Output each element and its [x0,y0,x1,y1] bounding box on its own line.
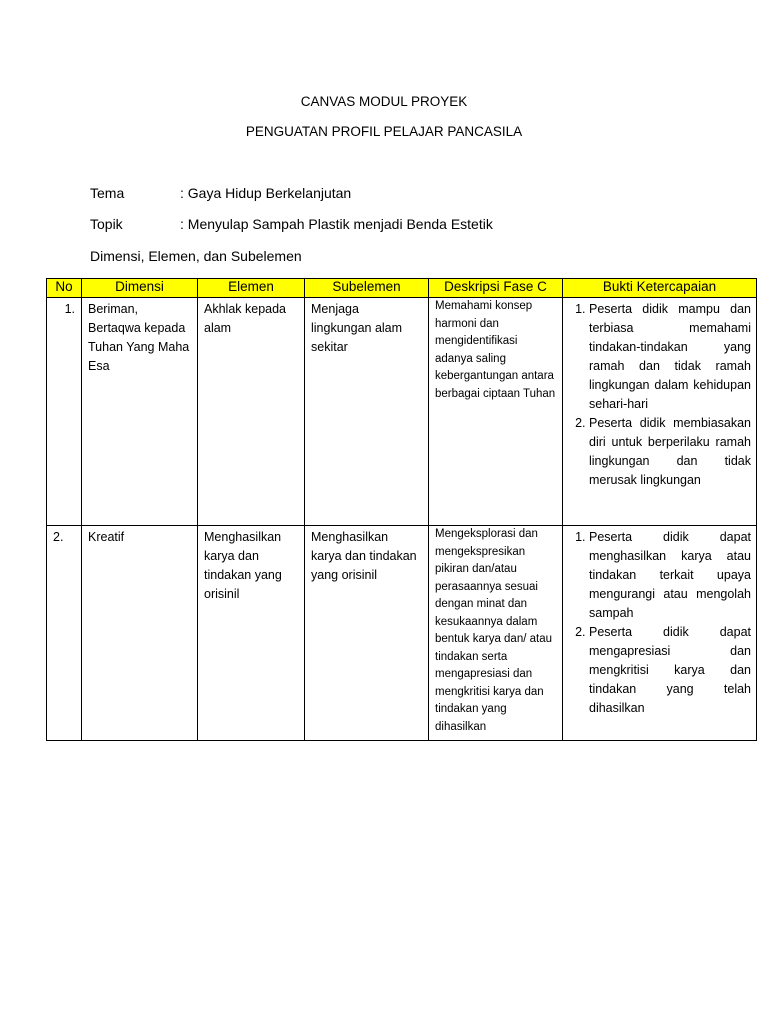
dimension-table [46,278,757,741]
tema-value: : Gaya Hidup Berkelanjutan [180,185,352,201]
cell-bukti [563,298,757,526]
bukti-list [567,300,751,490]
table-header-row [47,279,757,298]
list-item: 1. Peserta didik dapat menghasilkan karya atau tindakan terkait upaya mengurangi atau mengolah sampah [589,528,751,623]
header-subelemen: Subelemen [305,279,429,298]
header-bukti: Bukti Ketercapaian [563,279,757,298]
list-item: 1. Peserta didik mampu dan terbiasa memahami tindakan-tindakan yang ramah dan tidak ramah lingkungan dalam kehidupan sehari-hari [589,300,751,414]
cell-dimensi: Beriman, Bertaqwa kepada Tuhan Yang Maha Esa [82,298,198,526]
topik-value: : Menyulap Sampah Plastik menjadi Benda Estetik [180,216,493,232]
cell-subelemen: Menjaga lingkungan alam sekitar [305,298,429,526]
list-item: 2. Peserta didik membiasakan diri untuk berperilaku ramah lingkungan dan tidak merusak lingkungan [589,414,751,490]
table-row [47,526,757,741]
cell-elemen: Akhlak kepada alam [198,298,305,526]
header-elemen: Elemen [198,279,305,298]
cell-subelemen: Menghasilkan karya dan tindakan yang orisinil [305,526,429,741]
tema-row [90,185,351,201]
bukti-list [567,528,751,718]
cell-dimensi: Kreatif [82,526,198,741]
header-no: No [47,279,82,298]
topik-label: Topik [90,216,123,232]
tema-label: Tema [90,185,125,201]
section-heading: Dimensi, Elemen, dan Subelemen [90,248,302,264]
table-row [47,298,757,526]
list-item: 2. Peserta didik dapat mengapresiasi dan mengkritisi karya dan tindakan yang telah dihasilkan [589,623,751,718]
cell-deskripsi: Memahami konsep harmoni dan mengidentifikasi adanya saling kebergantungan antara berbagai ciptaan Tuhan [429,298,563,526]
cell-no: 1. [47,298,82,526]
cell-bukti [563,526,757,741]
cell-deskripsi: Mengeksplorasi dan mengekspresikan pikiran dan/atau perasaannya sesuai dengan minat dan kesukaannya dalam bentuk karya dan/ atau tindakan serta mengapresiasi dan mengkritisi karya dan tindakan yang dihasilkan [429,526,563,741]
document-title: CANVAS MODUL PROYEK [300,94,468,109]
topik-row [90,216,493,232]
document-subtitle: PENGUATAN PROFIL PELAJAR PANCASILA [245,124,523,139]
header-dimensi: Dimensi [82,279,198,298]
cell-no: 2. [47,526,82,741]
cell-elemen: Menghasilkan karya dan tindakan yang orisinil [198,526,305,741]
header-deskripsi: Deskripsi Fase C [429,279,563,298]
